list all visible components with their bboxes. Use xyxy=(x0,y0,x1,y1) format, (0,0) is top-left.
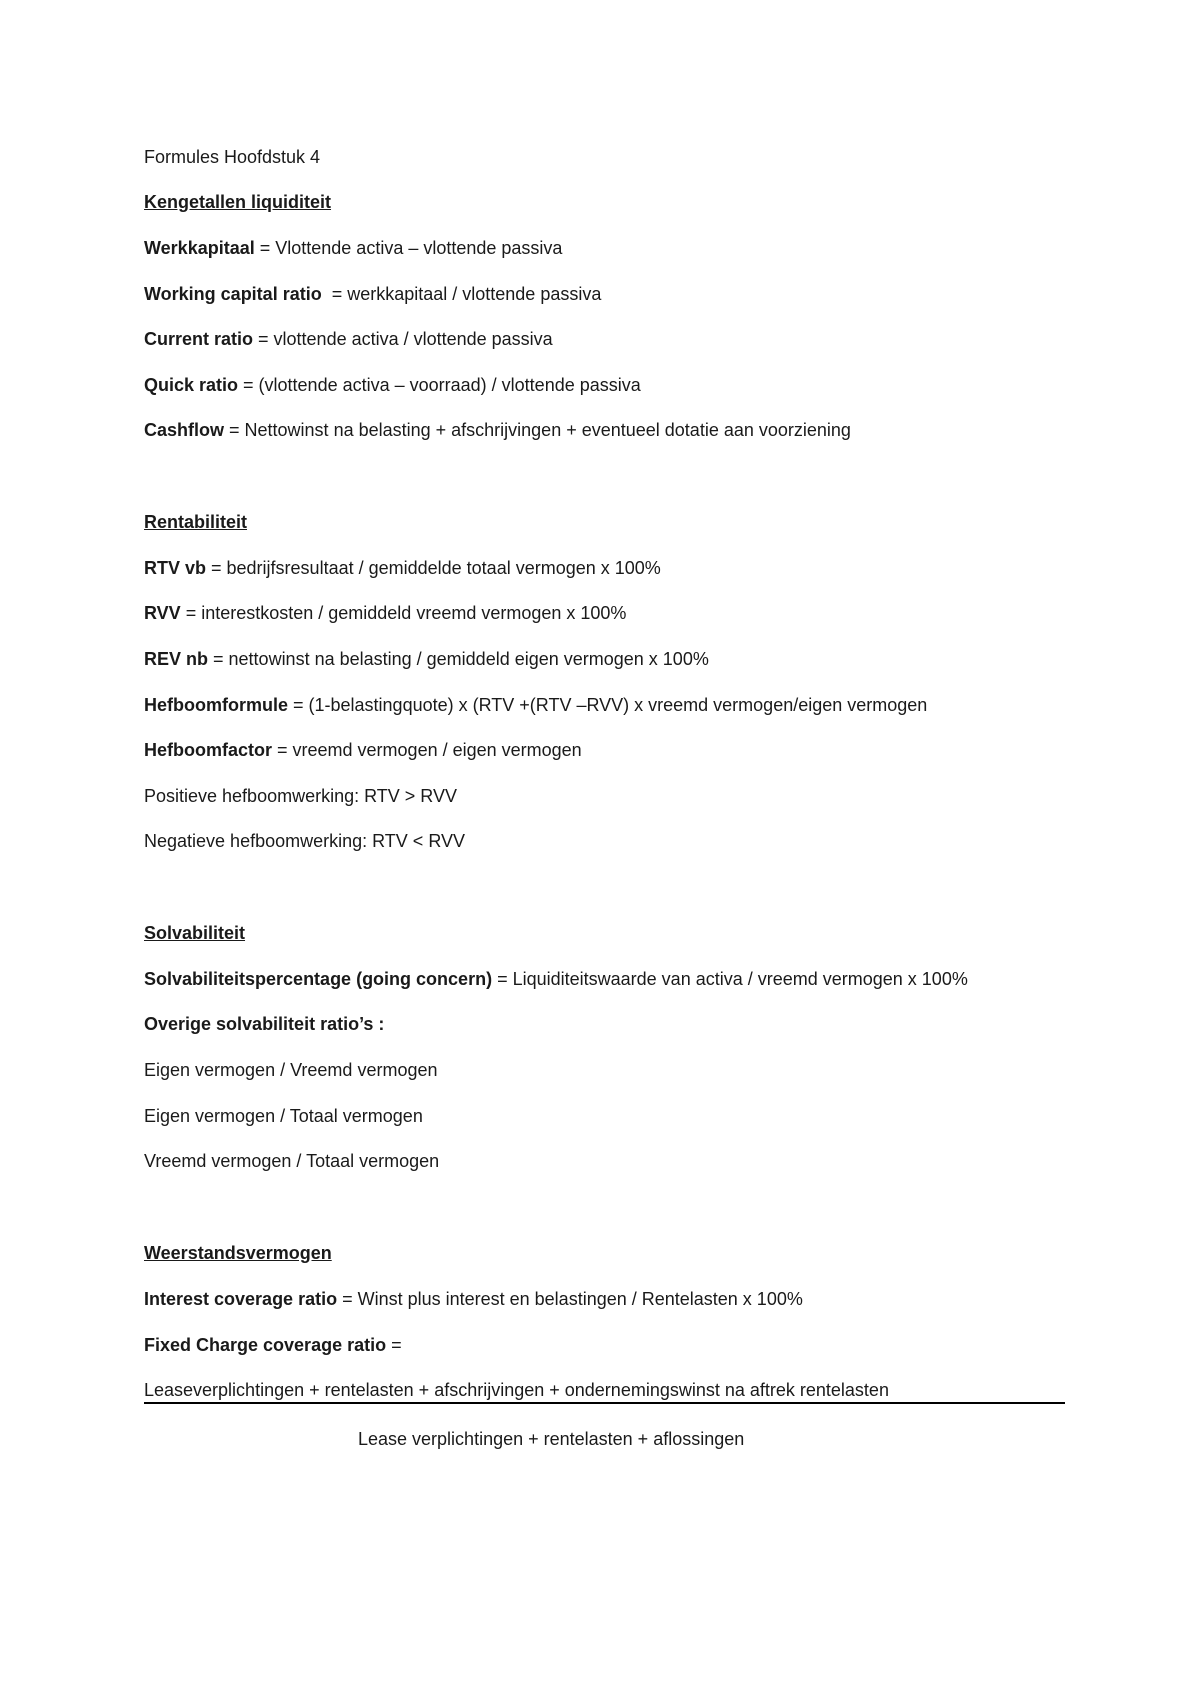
formula-werkkapitaal xyxy=(144,237,562,259)
formula-term: Interest coverage ratio xyxy=(144,1289,338,1309)
formula-expression: = bedrijfsresultaat / gemiddelde totaal vermogen x 100% xyxy=(206,558,661,578)
formula-term: Current ratio xyxy=(144,329,254,349)
formula-expression: = Winst plus interest en belastingen / Rentelasten x 100% xyxy=(337,1289,803,1309)
formula-rtv-vb xyxy=(144,557,661,579)
formula-term: Cashflow xyxy=(144,420,225,440)
formula-term: RVV xyxy=(144,603,181,623)
heading-liquiditeit: Kengetallen liquiditeit xyxy=(144,192,332,212)
overige-solvabiliteit-ratios xyxy=(144,1013,384,1035)
ratio-eigen-totaal: Eigen vermogen / Totaal vermogen xyxy=(144,1106,423,1126)
fraction-numerator: Leaseverplichtingen + rentelasten + afschrijvingen + ondernemingswinst na aftrek rentelasten xyxy=(144,1380,889,1400)
formula-expression: = Liquiditeitswaarde van activa / vreemd vermogen x 100% xyxy=(492,969,968,989)
formula-expression: = interestkosten / gemiddeld vreemd vermogen x 100% xyxy=(180,603,627,623)
formula-quick-ratio xyxy=(144,374,641,396)
document-title: Formules Hoofdstuk 4 xyxy=(144,147,321,167)
formula-term: Overige solvabiliteit ratio’s : xyxy=(144,1014,385,1034)
formula-rvv xyxy=(144,602,626,624)
formula-expression: = (1-belastingquote) x (RTV +(RTV –RVV) x vreemd vermogen/eigen vermogen xyxy=(288,695,928,715)
formula-expression: = Vlottende activa – vlottende passiva xyxy=(254,238,563,258)
formula-current-ratio xyxy=(144,328,553,350)
formula-fixed-charge-coverage-ratio xyxy=(144,1334,402,1356)
formula-hefboomformule xyxy=(144,694,927,716)
formula-term: Fixed Charge coverage ratio xyxy=(144,1335,387,1355)
formula-term: RTV vb xyxy=(144,558,207,578)
formula-term: Solvabiliteitspercentage (going concern) xyxy=(144,969,493,989)
fraction-denominator: Lease verplichtingen + rentelasten + aflossingen xyxy=(358,1429,745,1449)
formula-expression: = werkkapitaal / vlottende passiva xyxy=(321,284,602,304)
note-positieve-hefboomwerking: Positieve hefboomwerking: RTV > RVV xyxy=(144,786,457,806)
formula-interest-coverage-ratio xyxy=(144,1288,803,1310)
formula-expression: = vlottende activa / vlottende passiva xyxy=(253,329,553,349)
formula-working-capital-ratio xyxy=(144,283,601,305)
heading-rentabiliteit: Rentabiliteit xyxy=(144,512,248,532)
note-negatieve-hefboomwerking: Negatieve hefboomwerking: RTV < RVV xyxy=(144,831,466,851)
formula-solvabiliteitspercentage xyxy=(144,968,968,990)
formula-term: Hefboomfactor xyxy=(144,740,273,760)
heading-solvabiliteit: Solvabiliteit xyxy=(144,923,246,943)
formula-term: Quick ratio xyxy=(144,375,239,395)
ratio-vreemd-totaal: Vreemd vermogen / Totaal vermogen xyxy=(144,1151,440,1171)
formula-expression: = (vlottende activa – voorraad) / vlottende passiva xyxy=(238,375,641,395)
formula-term: Working capital ratio xyxy=(144,284,322,304)
formula-term: Werkkapitaal xyxy=(144,238,255,258)
formula-term: Hefboomformule xyxy=(144,695,288,715)
formula-cashflow xyxy=(144,419,851,441)
fraction-line xyxy=(144,1402,1065,1404)
formula-expression: = Nettowinst na belasting + afschrijvingen + eventueel dotatie aan voorziening xyxy=(224,420,851,440)
formula-expression: = vreemd vermogen / eigen vermogen xyxy=(272,740,582,760)
heading-weerstandsvermogen: Weerstandsvermogen xyxy=(144,1243,332,1263)
formula-hefboomfactor xyxy=(144,739,582,761)
formula-expression: = xyxy=(386,1335,402,1355)
ratio-eigen-vreemd: Eigen vermogen / Vreemd vermogen xyxy=(144,1060,438,1080)
formula-term: REV nb xyxy=(144,649,209,669)
formula-rev-nb xyxy=(144,648,709,670)
formula-expression: = nettowinst na belasting / gemiddeld eigen vermogen x 100% xyxy=(208,649,709,669)
